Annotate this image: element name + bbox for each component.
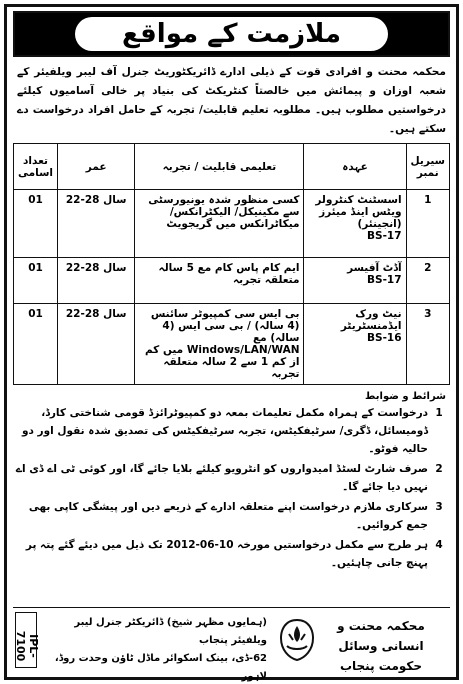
department-name: محکمہ محنت و انسانی وسائل (337, 619, 425, 653)
intro-paragraph: محکمہ محنت و افرادی قوت کے ذیلی ادارے ڈائریکٹوریٹ جنرل آف لیبر ویلفیئر کے شعبہ اوزان و پیمائش میں خالصتاً کنٹریکٹ کی بنیاد پر خالی آسامیوں کیلئے درخواستیں مطلوب ہیں۔ مطلوبہ تعلیم قابلیت/ تجربہ کے حامل افراد درخواست دے سکتے ہیں۔ (17, 66, 446, 135)
conditions-list (13, 404, 450, 572)
row-age: 22-28 سال (58, 304, 135, 385)
row-age: 22-28 سال (58, 258, 135, 304)
table-row (14, 258, 450, 304)
condition-text: درخواست کے ہمراہ مکمل تعلیمات بمعہ دو کمپیوٹرائزڈ قومی شناختی کارڈ، ڈومیسائل، ڈگری/ سرٹیفکیٹس، تجربہ سرٹیفکیٹس کی تصدیق شدہ نقول اور دو حالیہ فوٹو۔ (21, 407, 428, 455)
ipl-code-box (14, 612, 40, 668)
row-serial: 1 (406, 190, 449, 258)
address: 62-ڈی، بینک اسکوائر ماڈل ٹاؤن وحدت روڈ، لاہور (54, 653, 267, 682)
signatory-block (47, 614, 267, 684)
ipl-code: IPL-7100 (14, 630, 40, 662)
row-count: 01 (14, 304, 58, 385)
condition-number: 1 (435, 407, 443, 419)
header-post: عہدہ (304, 144, 406, 190)
footer (13, 607, 450, 682)
pay-scale: BS-16 (367, 332, 402, 344)
advertisement-page (4, 4, 459, 680)
government-name: حکومت پنجاب (339, 659, 423, 673)
post-title: آڈٹ آفیسر (347, 262, 402, 274)
post-title: نیٹ ورک ایڈمنسٹریٹر (340, 308, 402, 332)
government-seal-icon (275, 616, 319, 664)
table-row (14, 190, 450, 258)
row-qualification: ایم کام پاس کام مع 5 سالہ متعلقہ تجربہ (135, 258, 304, 304)
page-title: ملازمت کے مواقع (75, 17, 388, 51)
row-serial: 3 (406, 304, 449, 385)
list-item (13, 498, 450, 534)
table-header-row (14, 144, 450, 190)
signatory-name: (ہمایوں مظہر شیخ) ڈائریکٹر جنرل لیبر ویلفیئر پنجاب (74, 617, 267, 646)
row-age: 22-28 سال (58, 190, 135, 258)
pay-scale: BS-17 (367, 230, 402, 242)
row-count: 01 (14, 190, 58, 258)
condition-number: 2 (435, 463, 443, 475)
vacancies-table (13, 143, 450, 385)
row-post (304, 258, 406, 304)
row-qualification: کسی منظور شدہ یونیورسٹی سے مکینیکل/ الیکٹرانکس/ میکاٹرانکس میں گریجویٹ (135, 190, 304, 258)
header-age: عمر (58, 144, 135, 190)
row-post (304, 190, 406, 258)
condition-text: ہر طرح سے مکمل درخواستیں مورخہ 10-06-2012 تک ذیل میں دیئے گئے پتہ پر پہنچ جانی چاہئیں۔ (25, 539, 428, 569)
post-title: اسسٹنٹ کنٹرولر ویٹس اینڈ میئرز (انجینئر) (315, 194, 402, 230)
list-item (13, 404, 450, 458)
header-qualification: تعلیمی قابلیت / تجربہ (135, 144, 304, 190)
pay-scale: BS-17 (367, 274, 402, 286)
department-block (316, 616, 446, 676)
row-count: 01 (14, 258, 58, 304)
row-post (304, 304, 406, 385)
condition-number: 3 (435, 501, 443, 513)
conditions-title: شرائط و ضوابط (365, 391, 446, 402)
table-row (14, 304, 450, 385)
list-item (13, 460, 450, 496)
title-banner (13, 11, 450, 57)
row-qualification: بی ایس سی کمپیوٹر سائنس (4 سالہ) / بی سی ایس (4 سالہ) مع Windows/LAN/WAN میں کم از کم 1 سے 2 سالہ متعلقہ تجربہ (135, 304, 304, 385)
header-serial: سیریل نمبر (406, 144, 449, 190)
row-serial: 2 (406, 258, 449, 304)
condition-text: سرکاری ملازم درخواست اپنے متعلقہ ادارے کے ذریعے دیں اور پیشگی کاپی بھی جمع کروائیں۔ (28, 501, 428, 531)
header-count: تعداد اسامی (14, 144, 58, 190)
condition-number: 4 (435, 539, 443, 551)
condition-text: صرف شارٹ لسٹڈ امیدواروں کو انٹرویو کیلئے بلایا جائے گا، اور کوئی ٹی اے ڈی اے نہیں دیا جائے گا۔ (15, 463, 428, 493)
list-item (13, 536, 450, 572)
